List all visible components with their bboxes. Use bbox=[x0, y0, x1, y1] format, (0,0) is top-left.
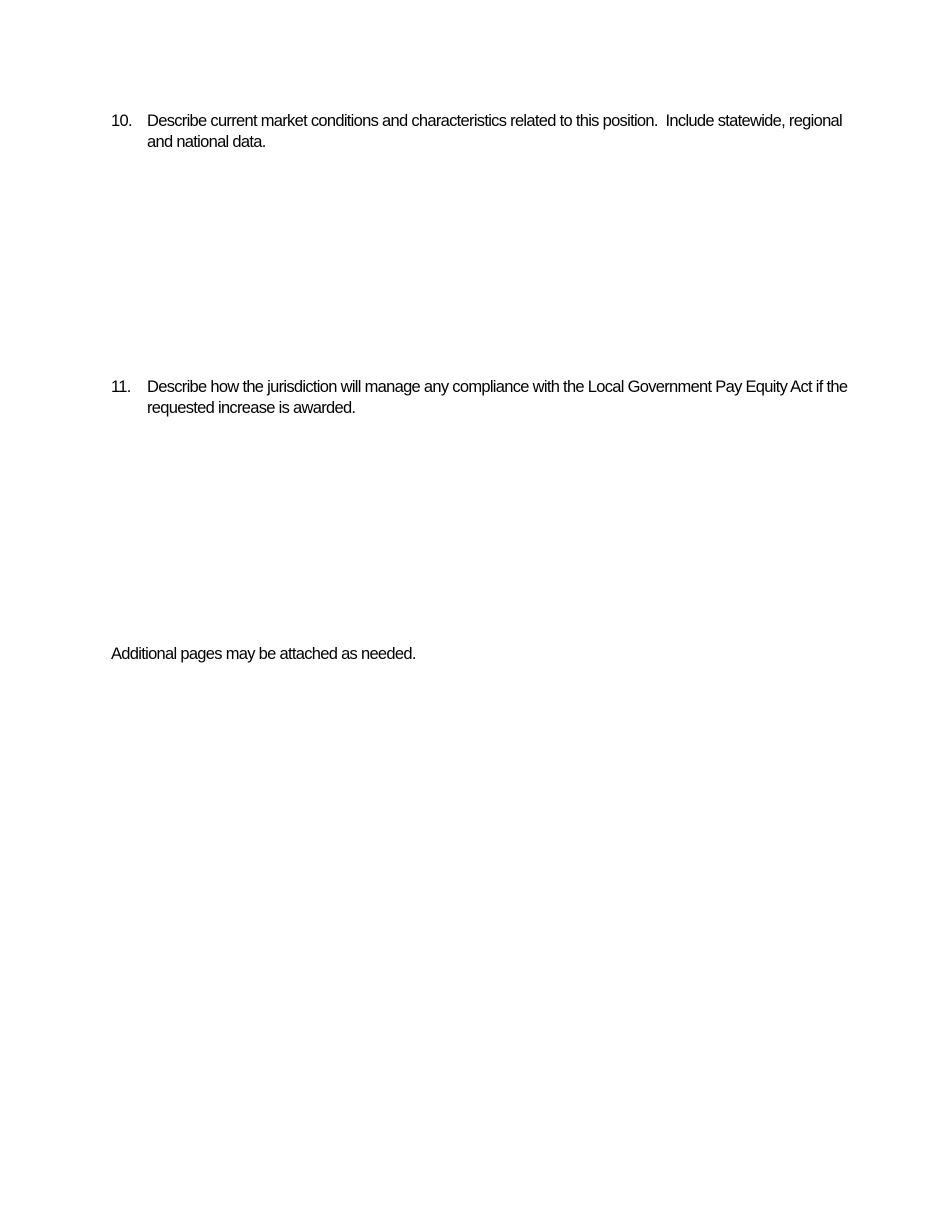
question-10 bbox=[111, 111, 851, 153]
question-text: Describe current market conditions and characteristics related to this position. Include statewide, regional and national data. bbox=[147, 112, 846, 151]
question-number: 11. bbox=[111, 378, 131, 396]
question-number: 10. bbox=[111, 112, 132, 130]
question-11 bbox=[111, 377, 851, 419]
attachment-note: Additional pages may be attached as needed. bbox=[111, 645, 416, 663]
question-text: Describe how the jurisdiction will manage any compliance with the Local Government Pay Equity Act if the requested increase is awarded. bbox=[147, 378, 848, 417]
